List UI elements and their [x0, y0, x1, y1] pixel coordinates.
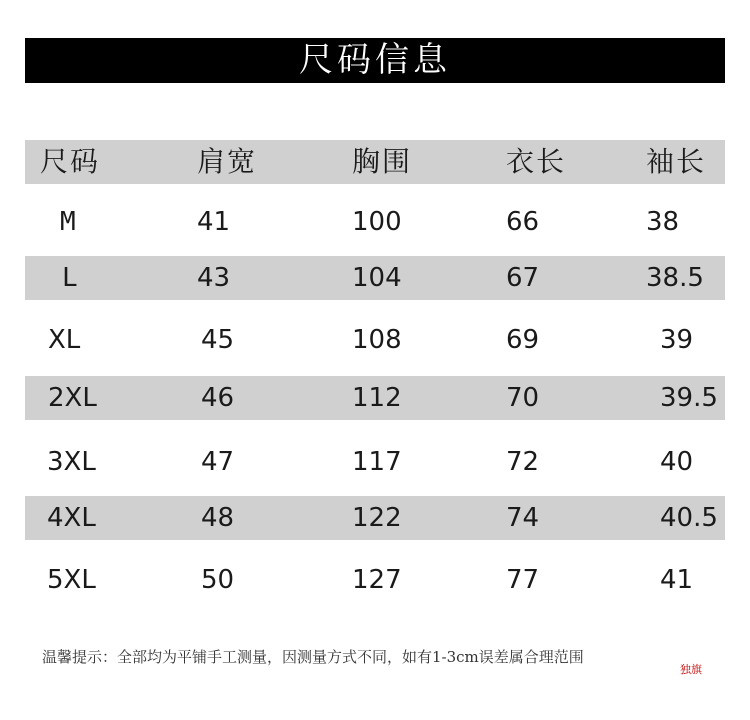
table-row	[25, 256, 725, 300]
table-row	[25, 200, 725, 244]
cell-sleeve: 39	[660, 325, 694, 355]
cell-length: 70	[506, 383, 540, 413]
cell-length: 66	[506, 207, 540, 237]
cell-length: 74	[506, 503, 540, 533]
cell-shoulder: 46	[201, 383, 235, 413]
cell-length: 69	[506, 325, 540, 355]
header-sleeve: 袖长	[646, 145, 707, 178]
cell-size: L	[62, 263, 78, 293]
cell-size: 3XL	[47, 447, 96, 477]
cell-size: 4XL	[47, 503, 96, 533]
cell-size: 2XL	[48, 383, 97, 413]
cell-size: M	[60, 207, 76, 237]
header-chest: 胸围	[352, 145, 413, 178]
header-length: 衣长	[506, 145, 567, 178]
cell-chest: 104	[352, 263, 402, 293]
header-shoulder: 肩宽	[197, 145, 258, 178]
cell-length: 77	[506, 565, 540, 595]
cell-chest: 112	[352, 383, 402, 413]
cell-sleeve: 38.5	[646, 263, 704, 293]
cell-chest: 127	[352, 565, 402, 595]
cell-shoulder: 47	[201, 447, 235, 477]
cell-sleeve: 38	[646, 207, 680, 237]
cell-shoulder: 50	[201, 565, 235, 595]
table-row	[25, 440, 725, 484]
cell-chest: 117	[352, 447, 402, 477]
cell-chest: 100	[352, 207, 402, 237]
header-size: 尺码	[40, 145, 101, 178]
table-row	[25, 318, 725, 362]
cell-chest: 122	[352, 503, 402, 533]
measurement-note: 温馨提示：全部均为平铺手工测量，因测量方式不同，如有1-3cm误差属合理范围	[42, 648, 584, 666]
cell-size: XL	[48, 325, 81, 355]
title-bar	[25, 38, 725, 83]
cell-shoulder: 48	[201, 503, 235, 533]
cell-chest: 108	[352, 325, 402, 355]
cell-shoulder: 41	[197, 207, 231, 237]
cell-sleeve: 40	[660, 447, 694, 477]
page-title: 尺码信息	[299, 40, 451, 80]
cell-length: 72	[506, 447, 540, 477]
cell-sleeve: 40.5	[660, 503, 718, 533]
watermark-text: 独旗	[680, 663, 702, 676]
cell-length: 67	[506, 263, 540, 293]
table-row	[25, 558, 725, 602]
table-row	[25, 496, 725, 540]
cell-sleeve: 41	[660, 565, 694, 595]
cell-shoulder: 45	[201, 325, 235, 355]
table-header-row	[25, 140, 725, 184]
cell-size: 5XL	[47, 565, 96, 595]
cell-shoulder: 43	[197, 263, 231, 293]
cell-sleeve: 39.5	[660, 383, 718, 413]
table-row	[25, 376, 725, 420]
